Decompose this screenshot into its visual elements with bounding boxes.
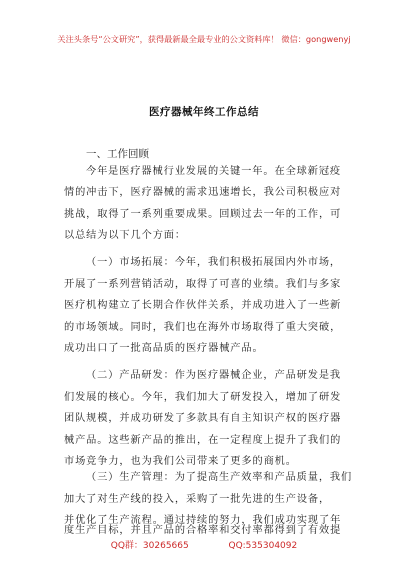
page-title: 医疗器械年终工作总结 bbox=[149, 106, 259, 118]
paragraph-line: 的市场领域。同时，我们也在海外市场取得了重大突破， bbox=[64, 322, 342, 333]
paragraph-line: 团队规模，并成功研发了多款具有自主知识产权的医疗器 bbox=[64, 413, 342, 424]
paragraph-line: 度生产目标，并且产品的合格率和交付率都得到了有效提 bbox=[64, 525, 342, 536]
paragraph-line: 们发展的核心。今年，我们加大了研发投入，增加了研发 bbox=[64, 392, 342, 403]
section-heading: 一、工作回顾 bbox=[86, 148, 149, 160]
paragraph-line: 挑战，取得了一系列重要成果。回顾过去一年的工作，可 bbox=[64, 209, 342, 220]
qq-number: QQ:535304092 bbox=[228, 541, 298, 551]
paragraph-line: 并优化了生产流程。通过持续的努力，我们成功实现了年 bbox=[64, 515, 342, 526]
paragraph-line: （三）生产管理：为了提高生产效率和产品质量，我们 bbox=[86, 472, 353, 483]
paragraph-line: 械产品。这些新产品的推出，在一定程度上提升了我们的 bbox=[64, 435, 342, 446]
paragraph-line: 成功出口了一批高品质的医疗器械产品。 bbox=[64, 343, 264, 354]
paragraph-line: （一）市场拓展：今年，我们积极拓展国内外市场， bbox=[86, 257, 342, 268]
paragraph-line: 医疗机构建立了长期合作伙伴关系，并成功进入了一些新 bbox=[64, 300, 342, 311]
footer-contact bbox=[0, 538, 408, 551]
paragraph-line: 今年是医疗器械行业发展的关键一年。在全球新冠疫 bbox=[86, 166, 342, 177]
paragraph-line: 以总结为以下几个方面： bbox=[64, 230, 186, 241]
paragraph-line: 开展了一系列营销活动，取得了可喜的业绩。我们与多家 bbox=[64, 279, 342, 290]
paragraph-line: （二）产品研发：作为医疗器械企业，产品研发是我 bbox=[86, 370, 342, 381]
header-note: 关注头条号“公文研究”，获得最新最全最专业的公文资料库！ 微信：gongwenyj bbox=[57, 34, 351, 44]
paragraph-line: 市场竞争力，也为我们公司带来了更多的商机。 bbox=[64, 456, 297, 467]
qq-group-number: QQ群：30265665 bbox=[110, 541, 189, 551]
paragraph-line: 情的冲击下，医疗器械的需求迅速增长，我公司积极应对 bbox=[64, 187, 342, 198]
paragraph-line: 加大了对生产线的投入，采购了一批先进的生产设备， bbox=[64, 494, 331, 505]
